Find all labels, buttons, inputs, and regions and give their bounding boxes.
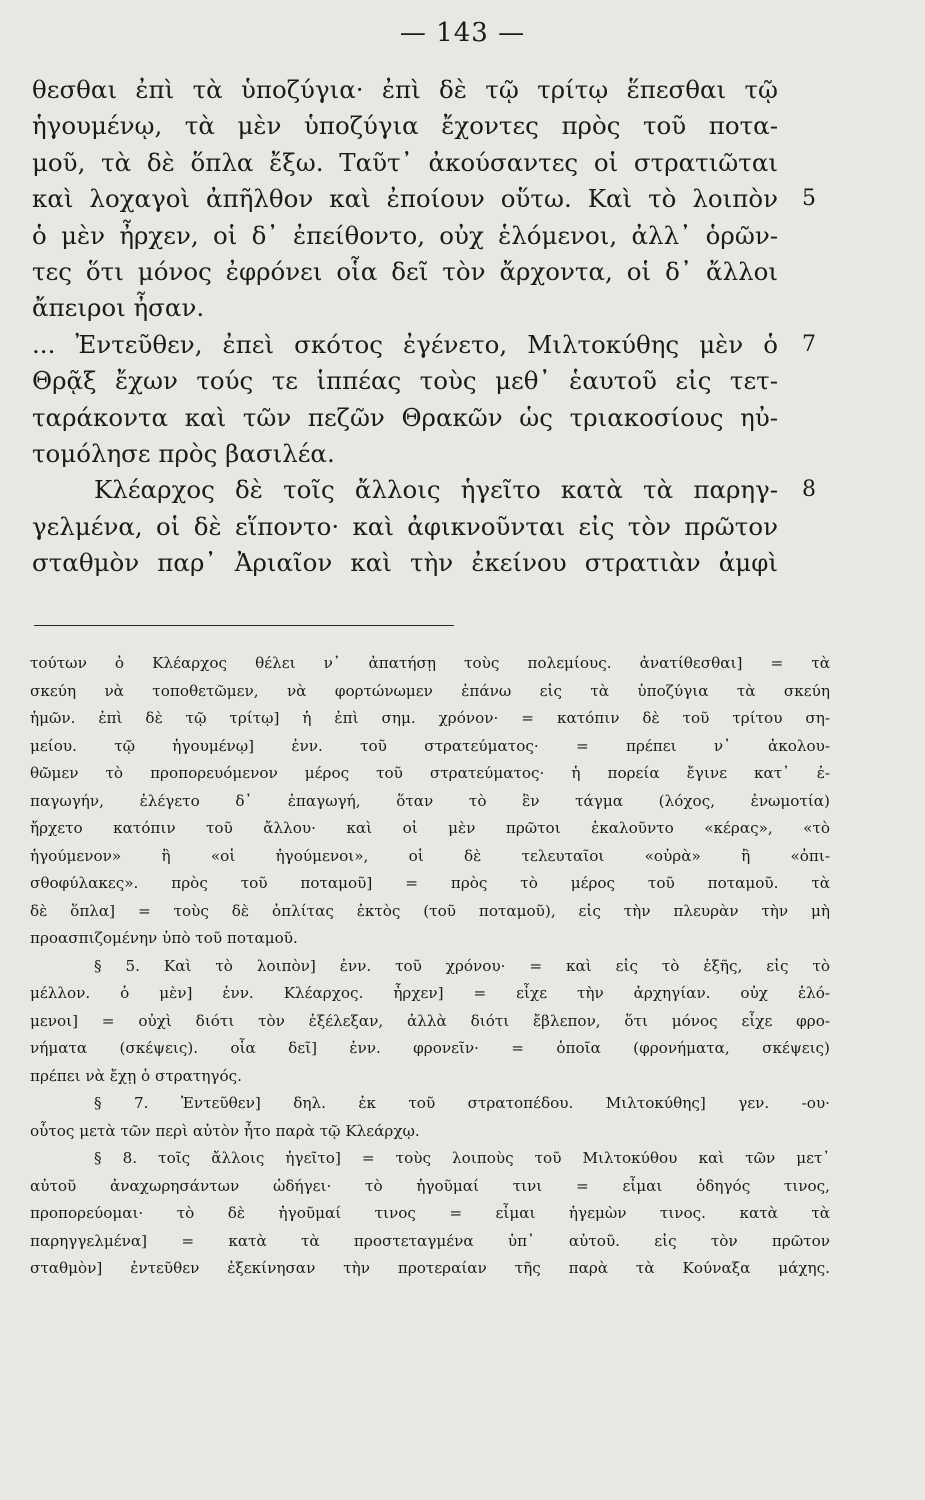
main-text-line [32, 545, 778, 581]
main-text-line-text: τομόλησε πρὸς βασιλέα. [32, 438, 335, 468]
footnote-line: σθοφύλακες». πρὸς τοῦ ποταμοῦ] = πρὸς τὸ μέρος τοῦ ποταμοῦ. τὰ [30, 874, 830, 892]
main-text-line [32, 472, 816, 508]
footnote-line: παρηγγελμένα] = κατὰ τὰ προστεταγμένα ὑπ᾽ αὐτοῦ. εἰς τὸν πρῶτον [30, 1231, 830, 1250]
main-text [32, 72, 816, 581]
footnote-line: ἡγούμενον» ἢ «οἱ ἡγούμενοι», οἱ δὲ τελευταῖοι «οὐρὰ» ἢ «ὀπι- [30, 846, 830, 865]
footnote-line: μέλλον. ὁ μὲν] ἐνν. Κλέαρχος. ἦρχεν] = εἶχε τὴν ἀρχηγίαν. οὐχ ἑλό- [30, 984, 830, 1002]
main-text-line-text: ... Ἐντεῦθεν, ἐπεὶ σκότος ἐγένετο, Μιλτοκύθης μὲν ὁ [32, 329, 778, 359]
main-text-line [32, 363, 778, 399]
main-text-line-text: θεσθαι ἐπὶ τὰ ὑποζύγια· ἐπὶ δὲ τῷ τρίτῳ ἕπεσθαι τῷ [32, 75, 778, 104]
footnote-line: αὐτοῦ ἀναχωρησάντων ὡδήγει· τὸ ἡγοῦμαί τινι = εἶμαι ὁδηγός τινος, [30, 1176, 830, 1195]
main-text-line [32, 290, 778, 326]
footnote-divider [34, 625, 454, 626]
main-text-line [32, 108, 778, 144]
main-text-line [32, 72, 778, 108]
footnote-line: πρέπει νὰ ἔχῃ ὁ στρατηγός. [30, 1066, 242, 1085]
main-text-line [32, 145, 778, 181]
main-text-line-text: καὶ λοχαγοὶ ἀπῆλθον καὶ ἐποίουν οὕτω. Καὶ τὸ λοιπὸν [32, 184, 778, 214]
footnote-line: παγωγήν, ἐλέγετο δ᾽ ἐπαγωγή, ὅταν τὸ ἓν τάγμα (λόχος, ἐνωμοτία) [30, 791, 830, 810]
footnote-line: νήματα (σκέψεις). οἷα δεῖ] ἐνν. φρονεῖν· = ὁποῖα (φρονήματα, σκέψεις) [30, 1039, 830, 1057]
main-text-line [32, 254, 778, 290]
footnote-line: σταθμὸν] ἐντεῦθεν ἐξεκίνησαν τὴν προτεραίαν τῆς παρὰ τὰ Κούναξα μάχης. [30, 1259, 830, 1277]
main-text-line-text: ἡγουμένῳ, τὰ μὲν ὑποζύγια ἔχοντες πρὸς τοῦ ποτα- [32, 111, 778, 141]
section-number: 5 [802, 186, 816, 212]
main-text-line [32, 509, 778, 545]
footnote-line: ἤρχετο κατόπιν τοῦ ἄλλου· καὶ οἱ μὲν πρῶτοι ἐκαλοῦντο «κέρας», «τὸ [30, 819, 830, 837]
footnote-line: σκεύη νὰ τοποθετῶμεν, νὰ φορτώνωμεν ἐπάνω εἰς τὰ ὑποζύγια τὰ σκεύη [30, 681, 830, 700]
main-text-line-text: Κλέαρχος δὲ τοῖς ἄλλοις ἡγεῖτο κατὰ τὰ παρηγ- [94, 475, 778, 505]
main-text-line-text: γελμένα, οἱ δὲ εἵποντο· καὶ ἀφικνοῦνται εἰς τὸν πρῶτον [32, 511, 778, 541]
footnote-line: § 5. Καὶ τὸ λοιπὸν] ἐνν. τοῦ χρόνου· = καὶ εἰς τὸ ἑξῆς, εἰς τὸ [94, 956, 830, 975]
footnote-line: § 7. Ἐντεῦθεν] δηλ. ἐκ τοῦ στρατοπέδου. Μιλτοκύθης] γεν. -ου· [94, 1094, 830, 1112]
footnote-line: μείου. τῷ ἡγουμένῳ] ἐνν. τοῦ στρατεύματος· = πρέπει ν᾽ ἀκολου- [30, 736, 830, 755]
footnote-line: προασπιζομένην ὑπὸ τοῦ ποταμοῦ. [30, 929, 298, 947]
footnote-line: ἡμῶν. ἐπὶ δὲ τῷ τρίτῳ] ἡ ἐπὶ σημ. χρόνον· = κατόπιν δὲ τοῦ τρίτου ση- [30, 709, 830, 727]
footnote-line: δὲ ὅπλα] = τοὺς δὲ ὁπλίτας ἐκτὸς (τοῦ ποταμοῦ), εἰς τὴν πλευρὰν τὴν μὴ [30, 901, 830, 920]
main-text-line [32, 218, 778, 254]
main-text-line-text: σταθμὸν παρ᾽ Ἀριαῖον καὶ τὴν ἐκείνου στρατιὰν ἀμφὶ [32, 548, 778, 578]
main-text-line-text: μοῦ, τὰ δὲ ὅπλα ἔξω. Ταῦτ᾽ ἀκούσαντες οἱ στρατιῶται [32, 147, 778, 177]
section-number: 8 [802, 477, 816, 503]
main-text-line-text: Θρᾷξ ἔχων τούς τε ἱππέας τοὺς μεθ᾽ ἑαυτοῦ εἰς τετ- [32, 366, 778, 396]
footnote-line: προπορεύομαι· τὸ δὲ ἡγοῦμαί τινος = εἶμαι ἡγεμὼν τινος. κατὰ τὰ [30, 1204, 830, 1222]
main-text-line [32, 400, 778, 436]
page-number: — 143 — [399, 18, 526, 48]
footnote-line: οὗτος μετὰ τῶν περὶ αὐτὸν ἦτο παρὰ τῷ Κλεάρχῳ. [30, 1121, 420, 1140]
footnote-line: μενοι] = οὐχὶ διότι τὸν ἐξέλεξαν, ἀλλὰ διότι ἔβλεπον, ὅτι μόνος εἶχε φρο- [30, 1011, 830, 1030]
footnote-line: θῶμεν τὸ προπορευόμενον μέρος τοῦ στρατεύματος· ἡ πορεία ἔγινε κατ᾽ ἐ- [30, 764, 830, 782]
section-number: 7 [802, 331, 816, 357]
main-text-line-text: ὁ μὲν ἦρχεν, οἱ δ᾽ ἐπείθοντο, οὐχ ἑλόμενοι, ἀλλ᾽ ὁρῶν- [32, 220, 778, 250]
main-text-line [32, 327, 816, 363]
main-text-line [32, 181, 816, 217]
main-text-line-text: ἄπειροι ἦσαν. [32, 293, 205, 323]
main-text-line-text: τες ὅτι μόνος ἐφρόνει οἷα δεῖ τὸν ἄρχοντα, οἱ δ᾽ ἄλλοι [32, 256, 778, 286]
main-text-line-text: ταράκοντα καὶ τῶν πεζῶν Θρακῶν ὡς τριακοσίους ηὐ- [32, 402, 778, 432]
footnotes [30, 650, 830, 1283]
footnote-line: τούτων ὁ Κλέαρχος θέλει ν᾽ ἀπατήσῃ τοὺς πολεμίους. ἀνατίθεσθαι] = τὰ [30, 654, 830, 672]
main-text-line [32, 436, 778, 472]
footnote-line: § 8. τοῖς ἄλλοις ἡγεῖτο] = τοὺς λοιποὺς τοῦ Μιλτοκύθου καὶ τῶν μετ᾽ [94, 1149, 830, 1167]
